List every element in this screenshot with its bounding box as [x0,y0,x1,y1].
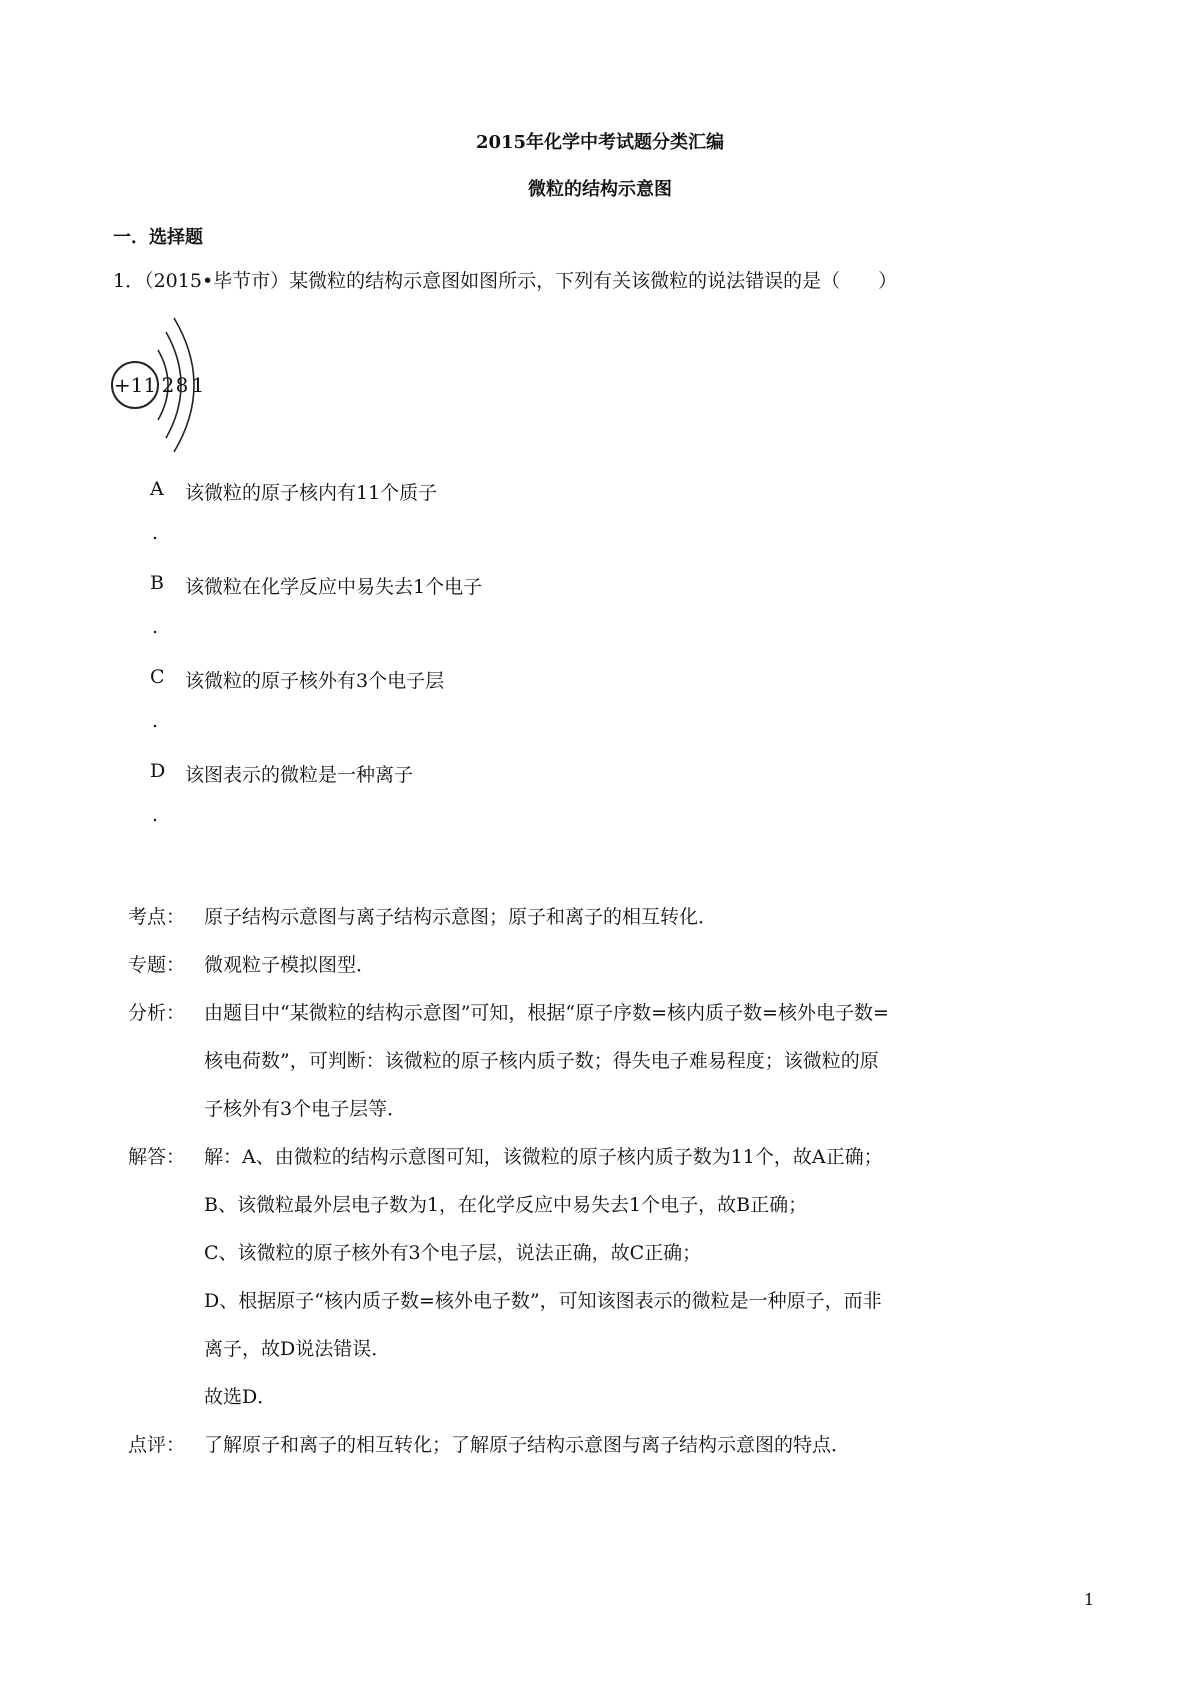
dianping-label: 点评： [128,1434,186,1456]
section-heading: 一．选择题 [113,227,203,248]
option-c-text: 该微粒的原子核外有3个电子层 [185,670,445,692]
kaodian-text: 原子结构示意图与离子结构示意图；原子和离子的相互转化． [204,906,718,928]
shell-electrons-2: 8 [175,373,189,397]
jieda-line-4: D、根据原子“核内质子数=核外电子数”，可知该图表示的微粒是一种原子，而非 [204,1290,882,1312]
jieda-line-1: 解：A、由微粒的结构示意图可知，该微粒的原子核内质子数为11个，故A正确； [204,1146,883,1168]
option-b-letter: B [150,572,164,594]
fenxi-line-3: 子核外有3个电子层等． [204,1098,407,1120]
fenxi-line-1: 由题目中“某微粒的结构示意图”可知，根据“原子序数=核内质子数=核外电子数= [204,1002,889,1024]
nucleus-charge: +11 [113,373,157,397]
jieda-line-6: 故选D． [204,1386,277,1408]
option-d-text: 该图表示的微粒是一种离子 [185,764,414,786]
jieda-label: 解答： [128,1146,186,1168]
shell-electrons-1: 2 [161,373,175,397]
option-d-letter: D [150,760,166,782]
page-title: 2015年化学中考试题分类汇编 [475,132,725,153]
question-line [113,266,897,293]
option-a-text: 该微粒的原子核内有11个质子 [185,482,438,504]
option-a-dot: . [152,522,159,544]
kaodian-label: 考点： [128,906,186,928]
atom-structure-diagram [110,310,220,460]
page-number: 1 [1084,1590,1095,1609]
jieda-line-2: B、该微粒最外层电子数为1，在化学反应中易失去1个电子，故B正确； [204,1194,808,1216]
option-b-text: 该微粒在化学反应中易失去1个电子 [185,576,483,598]
zhuanti-text: 微观粒子模拟图型． [204,954,376,976]
question-number: 1． [113,270,145,292]
page-subtitle: 微粒的结构示意图 [528,179,672,200]
question-text: （2015•毕节市）某微粒的结构示意图如图所示，下列有关该微粒的说法错误的是（ ） [144,270,898,292]
option-d-dot: . [152,804,159,826]
shell-electrons-3: 1 [191,373,205,397]
option-b-dot: . [152,616,159,638]
jieda-line-3: C、该微粒的原子核外有3个电子层，说法正确，故C正确； [204,1242,702,1264]
option-c-letter: C [150,666,165,688]
fenxi-line-2: 核电荷数”，可判断：该微粒的原子核内质子数；得失电子难易程度；该微粒的原 [204,1050,879,1072]
jieda-line-5: 离子，故D说法错误． [204,1338,391,1360]
option-c-dot: . [152,710,159,732]
dianping-text: 了解原子和离子的相互转化；了解原子结构示意图与离子结构示意图的特点． [204,1434,851,1456]
option-a-letter: A [150,478,164,500]
zhuanti-label: 专题： [128,954,186,976]
fenxi-label: 分析： [128,1002,186,1024]
